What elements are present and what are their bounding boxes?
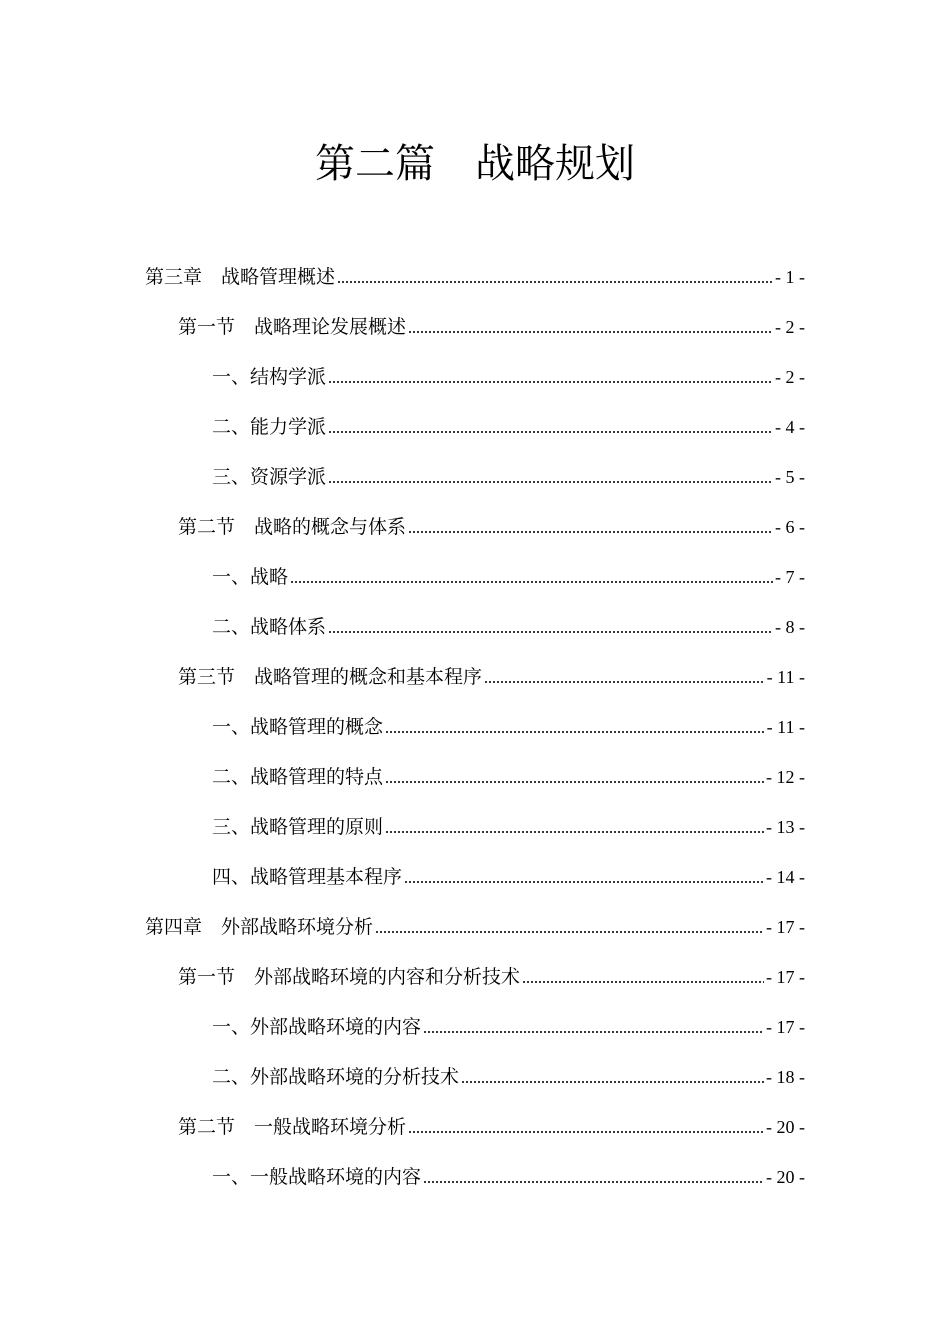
dot-leader [290,580,773,584]
dot-leader [408,530,773,534]
toc-entry[interactable] [212,410,805,440]
toc-entry[interactable] [145,260,805,290]
dot-leader [328,430,773,434]
toc-entry[interactable] [212,710,805,740]
toc-entry-page: - 6 - [775,517,805,537]
toc-entry-page: - 2 - [775,317,805,337]
toc-entry[interactable] [145,910,805,940]
dot-leader [385,830,764,834]
toc-entry[interactable] [212,460,805,490]
dot-leader [408,1130,764,1134]
toc-entry-title: 三、战略管理的原则 [212,816,384,838]
toc-entry[interactable] [212,760,805,790]
dot-leader [423,1030,764,1034]
dot-leader [484,680,765,684]
toc-entry-page: - 13 - [766,817,805,837]
toc-entry[interactable] [178,510,805,540]
dot-leader [461,1080,764,1084]
dot-leader [423,1180,764,1184]
toc-entry-title: 四、战略管理基本程序 [212,866,403,888]
toc-entry-page: - 18 - [766,1067,805,1087]
toc-entry-title: 第二节 战略的概念与体系 [178,516,407,538]
toc-entry-title: 第一节 战略理论发展概述 [178,316,407,338]
toc-entry-title: 一、战略管理的概念 [212,716,384,738]
toc-entry-title: 一、战略 [212,566,289,588]
toc-entry-title: 第一节 外部战略环境的内容和分析技术 [178,966,521,988]
toc-entry-title: 二、外部战略环境的分析技术 [212,1066,460,1088]
toc-entry[interactable] [178,960,805,990]
toc-entry-page: - 20 - [766,1117,805,1137]
toc-entry-page: - 8 - [775,617,805,637]
toc-entry-page: - 17 - [766,967,805,987]
toc-entry-title: 二、能力学派 [212,416,327,438]
toc-entry[interactable] [212,810,805,840]
toc-entry[interactable] [178,660,805,690]
toc-entry[interactable] [178,310,805,340]
toc-entry-title: 第二节 一般战略环境分析 [178,1116,407,1138]
toc-entry[interactable] [212,360,805,390]
dot-leader [337,280,773,284]
toc-entry-title: 二、战略管理的特点 [212,766,384,788]
dot-leader [385,780,764,784]
toc-entry-page: - 20 - [766,1167,805,1187]
dot-leader [328,630,773,634]
toc-entry[interactable] [178,1110,805,1140]
dot-leader [404,880,764,884]
toc-entry[interactable] [212,860,805,890]
dot-leader [385,730,765,734]
toc-entry[interactable] [212,560,805,590]
toc-entry-page: - 11 - [766,667,805,687]
dot-leader [328,480,773,484]
toc-entry[interactable] [212,610,805,640]
toc-entry-title: 一、一般战略环境的内容 [212,1166,422,1188]
toc-entry-title: 三、资源学派 [212,466,327,488]
toc-entry-page: - 12 - [766,767,805,787]
toc-entry-page: - 11 - [766,717,805,737]
toc-entry-title: 一、结构学派 [212,366,327,388]
toc-entry-page: - 17 - [766,917,805,937]
dot-leader [375,930,764,934]
toc-entry-page: - 14 - [766,867,805,887]
toc-entry-page: - 4 - [775,417,805,437]
dot-leader [408,330,773,334]
toc-entry-title: 二、战略体系 [212,616,327,638]
toc-entry-page: - 5 - [775,467,805,487]
toc-entry-title: 第三章 战略管理概述 [145,266,336,288]
page-title: 第二篇 战略规划 [315,141,635,187]
toc-entry-page: - 7 - [775,567,805,587]
toc-entry-page: - 17 - [766,1017,805,1037]
toc-entry-title: 第四章 外部战略环境分析 [145,916,374,938]
toc-entry-title: 一、外部战略环境的内容 [212,1016,422,1038]
toc-entry-page: - 2 - [775,367,805,387]
toc-entry[interactable] [212,1010,805,1040]
toc-entry[interactable] [212,1160,805,1190]
toc-entry-title: 第三节 战略管理的概念和基本程序 [178,666,483,688]
toc-entry-page: - 1 - [775,267,805,287]
dot-leader [522,980,764,984]
dot-leader [328,380,773,384]
toc-entry[interactable] [212,1060,805,1090]
